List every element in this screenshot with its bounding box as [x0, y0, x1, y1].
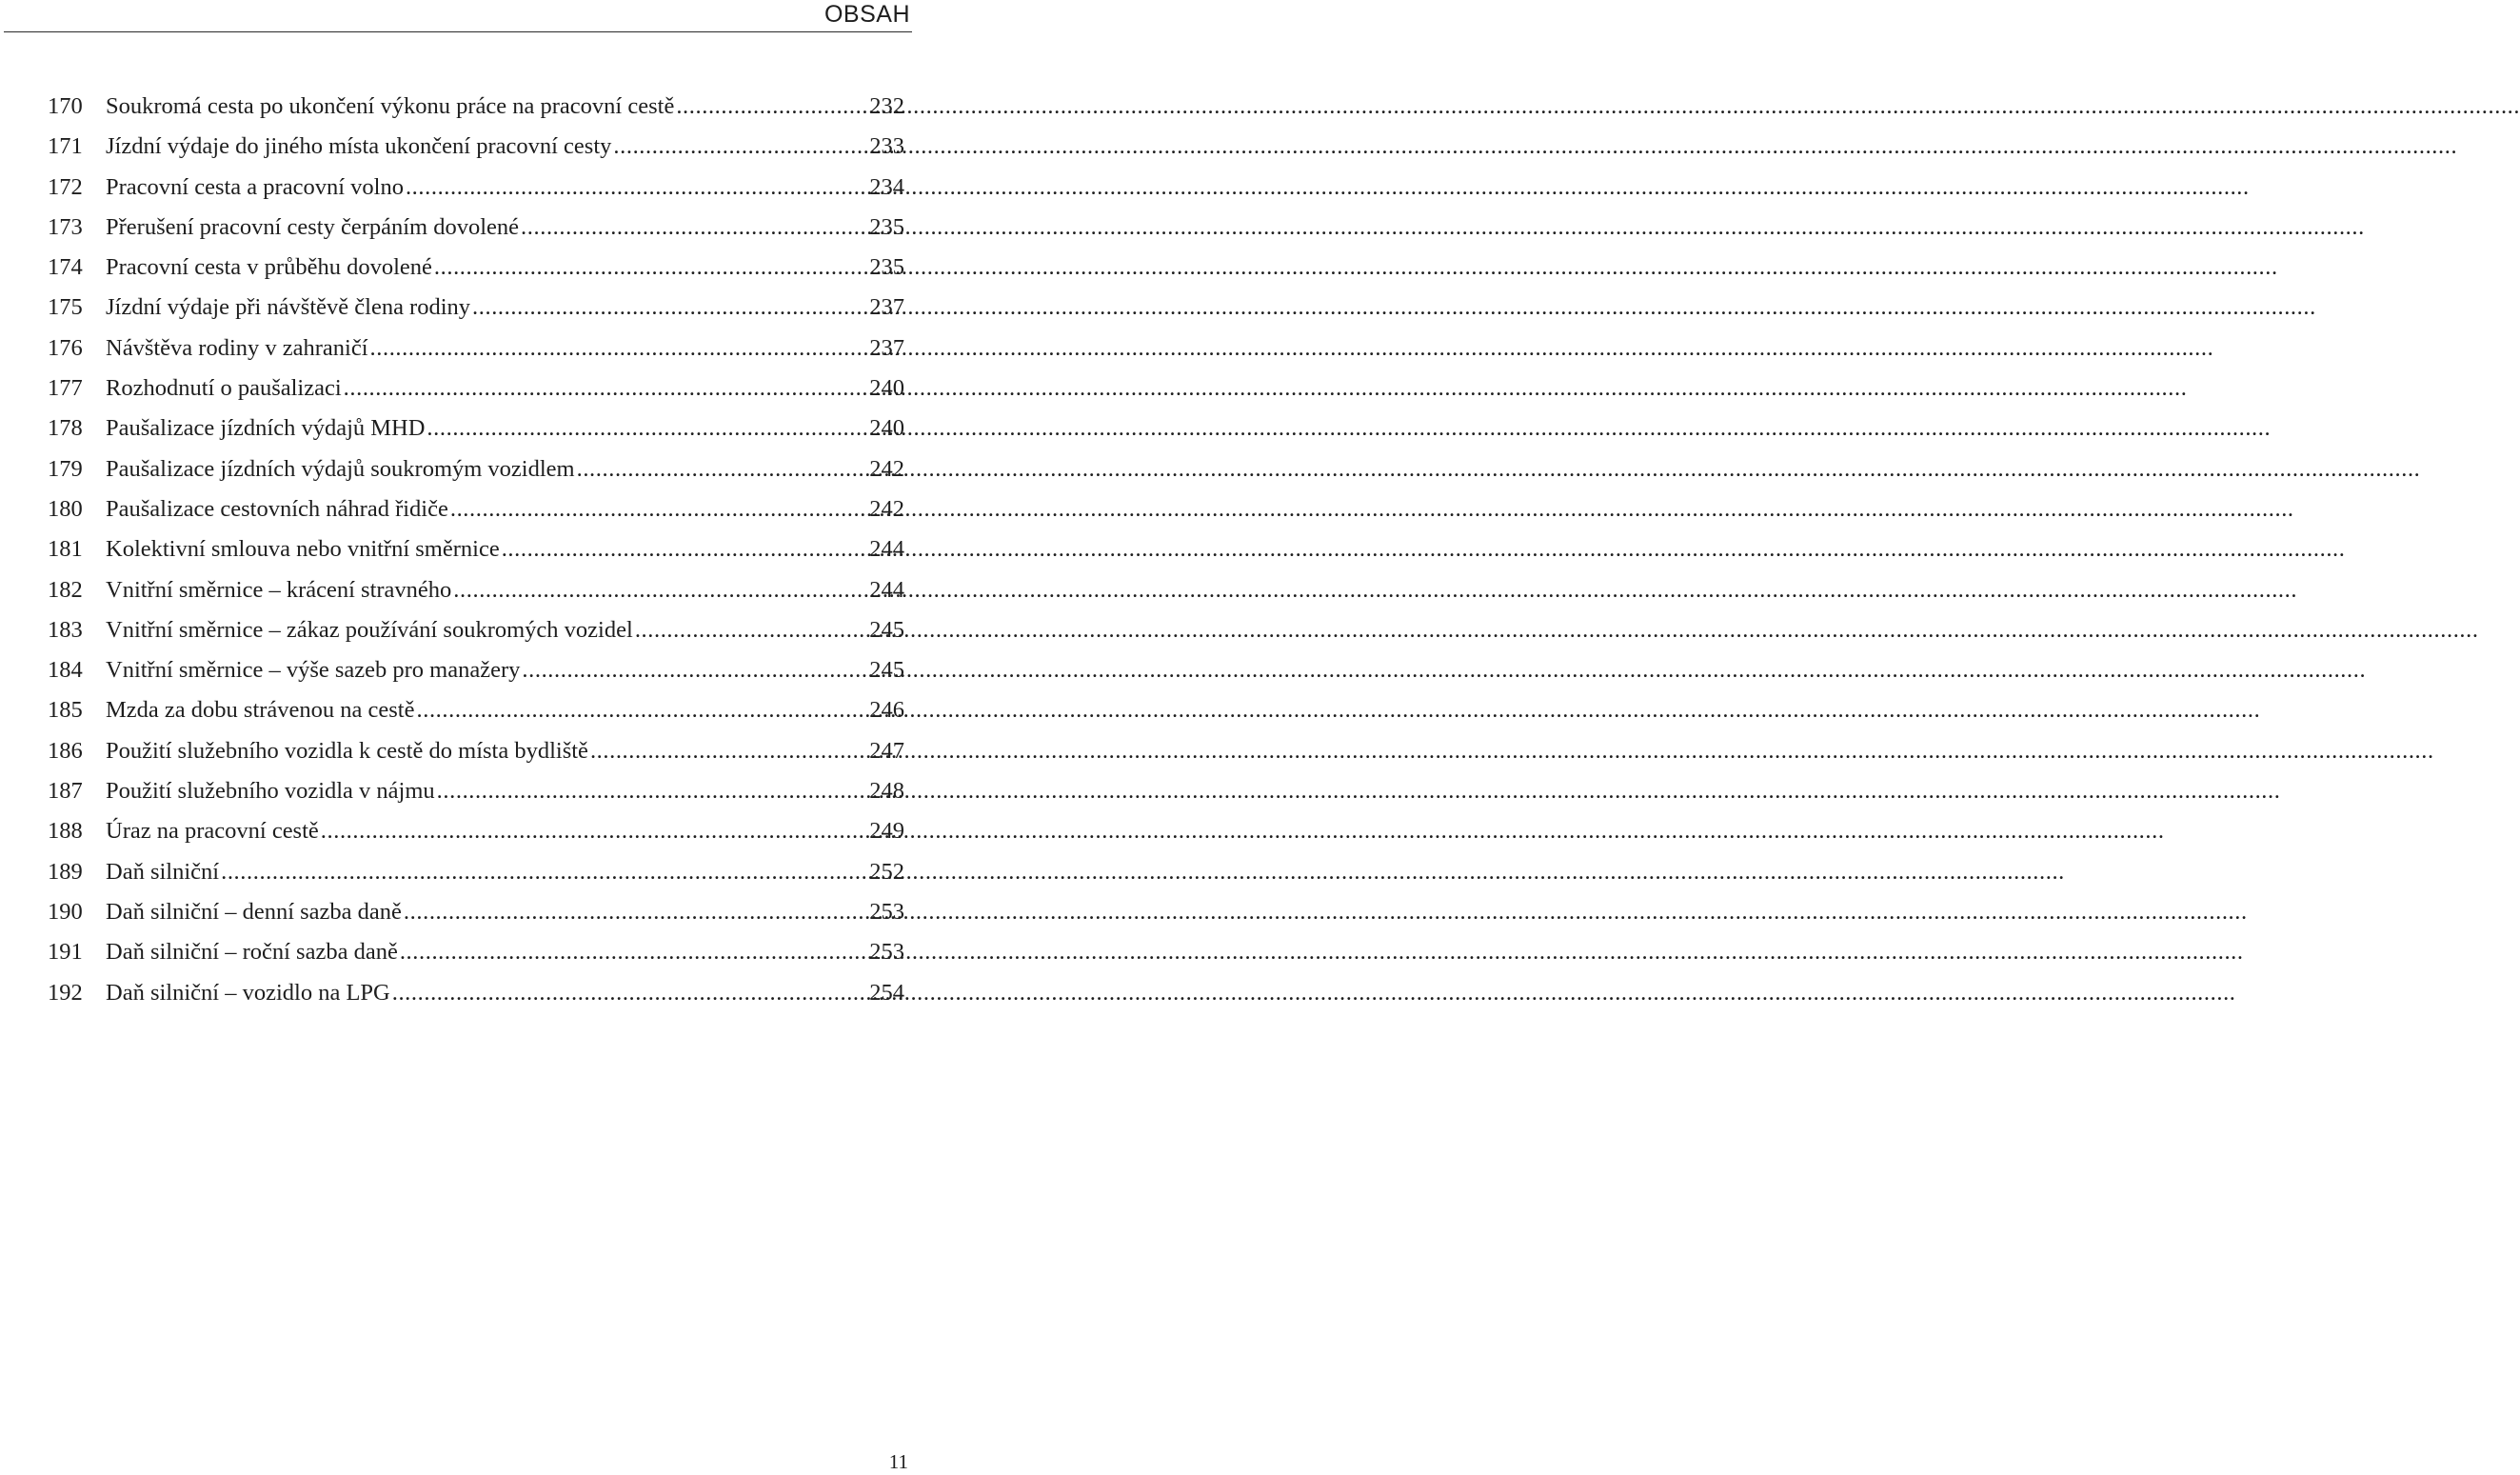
toc-entry-page: 240	[869, 415, 904, 442]
toc-entry-title: Soukromá cesta po ukončení výkonu práce na pracovní cestě	[106, 93, 675, 119]
toc-entry[interactable]	[48, 731, 904, 771]
toc-entry-title: Úraz na pracovní cestě	[106, 818, 319, 845]
toc-entry-page: 246	[869, 697, 904, 724]
toc-entry-page: 252	[869, 858, 904, 885]
toc-entry-page: 234	[869, 173, 904, 200]
dot-leader	[502, 529, 868, 569]
toc-entry-page: 233	[869, 133, 904, 160]
toc-entry-title: Kolektivní smlouva nebo vnitřní směrnice	[106, 536, 500, 563]
toc-entry-title: Pracovní cesta v průběhu dovolené	[106, 254, 432, 281]
toc-entry-title: Vnitřní směrnice – výše sazeb pro manažery	[106, 657, 521, 684]
toc-entry-page: 237	[869, 294, 904, 321]
toc-entry[interactable]	[48, 690, 904, 730]
toc-entry[interactable]	[48, 852, 904, 892]
header-divider	[4, 31, 912, 32]
toc-entry-number: 190	[48, 898, 83, 925]
dot-leader	[370, 329, 868, 369]
dot-leader	[453, 570, 867, 610]
table-of-contents	[48, 87, 904, 1013]
toc-entry[interactable]	[48, 932, 904, 972]
running-header-title: OBSAH	[823, 1, 910, 28]
toc-entry-title: Daň silniční – denní sazba daně	[106, 898, 402, 925]
toc-entry[interactable]	[48, 489, 904, 529]
toc-entry-title: Mzda za dobu strávenou na cestě	[106, 697, 415, 724]
toc-entry-page: 245	[869, 657, 904, 684]
dot-leader	[406, 168, 867, 208]
toc-entry-page: 245	[869, 616, 904, 643]
dot-leader	[635, 610, 867, 650]
toc-entry-title: Přerušení pracovní cesty čerpáním dovolené	[106, 213, 520, 240]
toc-entry-title: Vnitřní směrnice – krácení stravného	[106, 576, 452, 603]
toc-entry-number: 183	[48, 616, 83, 643]
dot-leader	[321, 811, 867, 851]
toc-entry-title: Použití služebního vozidla k cestě do místa bydliště	[106, 737, 588, 764]
dot-leader	[344, 369, 868, 409]
toc-entry[interactable]	[48, 369, 904, 409]
toc-entry-number: 186	[48, 737, 83, 764]
toc-entry-title: Paušalizace jízdních výdajů MHD	[106, 415, 426, 442]
toc-entry[interactable]	[48, 127, 904, 167]
dot-leader	[392, 973, 868, 1013]
page-number: 11	[888, 1450, 908, 1473]
toc-entry-number: 172	[48, 173, 83, 200]
toc-entry-page: 240	[869, 375, 904, 402]
toc-entry[interactable]	[48, 973, 904, 1013]
dot-leader	[676, 87, 867, 127]
toc-entry-page: 242	[869, 455, 904, 482]
toc-entry-page: 249	[869, 818, 904, 845]
toc-entry[interactable]	[48, 449, 904, 489]
dot-leader	[472, 288, 867, 328]
dot-leader	[417, 690, 868, 730]
dot-leader	[521, 208, 867, 248]
toc-entry[interactable]	[48, 409, 904, 448]
toc-entry[interactable]	[48, 288, 904, 328]
toc-entry-title: Paušalizace cestovních náhrad řidiče	[106, 495, 448, 522]
toc-entry-number: 174	[48, 254, 83, 281]
toc-entry-number: 173	[48, 213, 83, 240]
toc-entry[interactable]	[48, 208, 904, 248]
toc-entry[interactable]	[48, 87, 904, 127]
dot-leader	[590, 731, 867, 771]
toc-entry-page: 237	[869, 334, 904, 361]
toc-entry-title: Jízdní výdaje při návštěvě člena rodiny	[106, 294, 471, 321]
toc-entry[interactable]	[48, 811, 904, 851]
toc-entry-number: 175	[48, 294, 83, 321]
toc-entry-page: 235	[869, 254, 904, 281]
toc-entry-page: 244	[869, 576, 904, 603]
toc-entry-title: Pracovní cesta a pracovní volno	[106, 173, 404, 200]
toc-entry-page: 242	[869, 495, 904, 522]
toc-entry-title: Paušalizace jízdních výdajů soukromým vozidlem	[106, 455, 575, 482]
toc-entry-number: 176	[48, 334, 83, 361]
toc-entry[interactable]	[48, 329, 904, 369]
toc-entry-title: Vnitřní směrnice – zákaz používání soukromých vozidel	[106, 616, 633, 643]
dot-leader	[427, 409, 867, 448]
toc-entry-title: Použití služebního vozidla v nájmu	[106, 778, 435, 805]
toc-entry-number: 181	[48, 536, 83, 563]
toc-entry[interactable]	[48, 529, 904, 569]
toc-entry-number: 187	[48, 778, 83, 805]
dot-leader	[437, 771, 868, 811]
toc-entry-page: 248	[869, 778, 904, 805]
toc-entry-number: 180	[48, 495, 83, 522]
toc-entry-number: 188	[48, 818, 83, 845]
toc-entry-page: 247	[869, 737, 904, 764]
toc-entry-number: 170	[48, 93, 83, 119]
dot-leader	[613, 127, 867, 167]
toc-entry[interactable]	[48, 771, 904, 811]
dot-leader	[577, 449, 868, 489]
toc-entry-title: Návštěva rodiny v zahraničí	[106, 334, 368, 361]
toc-entry-number: 185	[48, 697, 83, 724]
toc-entry-number: 171	[48, 133, 83, 160]
toc-entry-page: 254	[869, 979, 904, 1006]
toc-entry-page: 244	[869, 536, 904, 563]
dot-leader	[400, 932, 867, 972]
toc-entry-number: 184	[48, 657, 83, 684]
toc-entry-number: 192	[48, 979, 83, 1006]
toc-entry[interactable]	[48, 570, 904, 610]
dot-leader	[522, 650, 867, 690]
toc-entry-title: Daň silniční – roční sazba daně	[106, 939, 398, 966]
dot-leader	[221, 852, 867, 892]
toc-entry-number: 189	[48, 858, 83, 885]
toc-entry-page: 235	[869, 213, 904, 240]
toc-entry[interactable]	[48, 610, 904, 650]
toc-entry-title: Daň silniční	[106, 858, 220, 885]
toc-entry-number: 179	[48, 455, 83, 482]
toc-entry-number: 191	[48, 939, 83, 966]
toc-entry-page: 253	[869, 898, 904, 925]
toc-entry-page: 253	[869, 939, 904, 966]
toc-entry-title: Daň silniční – vozidlo na LPG	[106, 979, 390, 1006]
dot-leader	[434, 248, 867, 288]
toc-entry-number: 178	[48, 415, 83, 442]
dot-leader	[404, 892, 867, 932]
toc-entry[interactable]	[48, 248, 904, 288]
toc-entry[interactable]	[48, 892, 904, 932]
toc-entry[interactable]	[48, 650, 904, 690]
dot-leader	[450, 489, 867, 529]
toc-entry-title: Jízdní výdaje do jiného místa ukončení pracovní cesty	[106, 133, 612, 160]
toc-entry-page: 232	[869, 93, 904, 119]
toc-entry-number: 182	[48, 576, 83, 603]
toc-entry-title: Rozhodnutí o paušalizaci	[106, 375, 342, 402]
toc-entry[interactable]	[48, 168, 904, 208]
toc-entry-number: 177	[48, 375, 83, 402]
